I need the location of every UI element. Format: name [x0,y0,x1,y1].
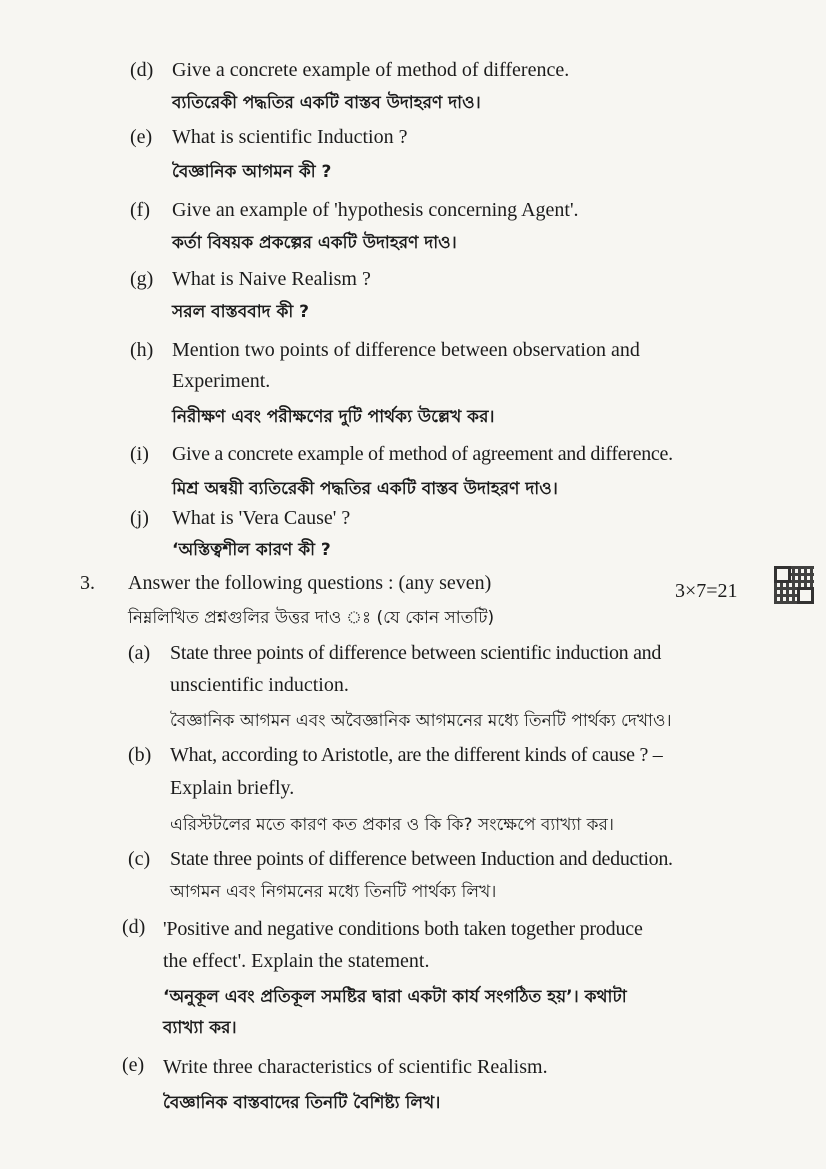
q3-marks: 3×7=21 [675,580,738,602]
q3-heading-bengali: নিম্নলিখিত প্রশ্নগুলির উত্তর দাও ঃ (যে কোন সাতটি) [128,608,495,628]
q3-a-bengali: বৈজ্ঞানিক আগমন এবং অবৈজ্ঞানিক আগমনের মধ্যে তিনটি পার্থক্য দেখাও। [170,711,672,731]
q2-h-bengali: নিরীক্ষণ এবং পরীক্ষণের দুটি পার্থক্য উল্লেখ কর। [172,407,495,427]
q3-e-bengali: বৈজ্ঞানিক বাস্তবাদের তিনটি বৈশিষ্ট্য লিখ। [163,1093,441,1113]
q3-a-english-1: State three points of difference between scientific induction and [170,642,662,664]
q2-e-english: What is scientific Induction ? [172,126,408,148]
q2-g-english: What is Naive Realism ? [172,268,371,290]
q3-b-label: (b) [128,744,152,766]
qr-code [774,566,814,604]
q3-d-english-2: the effect'. Explain the statement. [163,950,430,972]
q3-b-bengali: এরিস্টটলের মতে কারণ কত প্রকার ও কি কি? সংক্ষেপে ব্যাখ্যা কর। [170,815,614,835]
q3-d-bengali-1: ‘অনুকূল এবং প্রতিকূল সমষ্টির দ্বারা একটা কার্য সংগঠিত হয়’। কথাটা [163,987,627,1007]
q3-b-english-1: What, according to Aristotle, are the different kinds of cause ? – [170,744,663,766]
q2-h-label: (h) [130,339,154,361]
q2-i-english: Give a concrete example of method of agreement and difference. [172,443,673,465]
q2-f-label: (f) [130,199,150,221]
q2-f-bengali: কর্তা বিষয়ক প্রকল্পের একটি উদাহরণ দাও। [172,233,457,253]
q2-i-bengali: মিশ্র অন্বয়ী ব্যতিরেকী পদ্ধতির একটি বাস্তব উদাহরণ দাও। [172,479,558,499]
q3-e-label: (e) [122,1054,145,1076]
q3-b-english-2: Explain briefly. [170,777,295,799]
q3-c-bengali: আগমন এবং নিগমনের মধ্যে তিনটি পার্থক্য লিখ। [170,882,497,902]
q2-d-label: (d) [130,59,154,81]
q3-a-label: (a) [128,642,151,664]
q2-j-bengali: ‘অস্তিত্বশীল কারণ কী ? [172,540,331,560]
q2-e-label: (e) [130,126,153,148]
q2-d-english: Give a concrete example of method of difference. [172,59,570,81]
q3-heading-english: Answer the following questions : (any seven) [128,572,492,594]
q2-d-bengali: ব্যতিরেকী পদ্ধতির একটি বাস্তব উদাহরণ দাও। [172,93,481,113]
q3-c-label: (c) [128,848,151,870]
q3-d-english-1: 'Positive and negative conditions both taken together produce [163,918,643,940]
q2-j-label: (j) [130,507,149,529]
q3-number: 3. [80,572,95,594]
q2-g-label: (g) [130,268,154,290]
q3-a-english-2: unscientific induction. [170,674,349,696]
q2-i-label: (i) [130,443,149,465]
q2-f-english: Give an example of 'hypothesis concerning Agent'. [172,199,579,221]
q3-e-english: Write three characteristics of scientific Realism. [163,1056,548,1078]
q2-h-english-2: Experiment. [172,370,271,392]
q3-d-label: (d) [122,916,146,938]
q3-c-english: State three points of difference between Induction and deduction. [170,848,673,870]
q2-e-bengali: বৈজ্ঞানিক আগমন কী ? [172,162,332,182]
q2-j-english: What is 'Vera Cause' ? [172,507,351,529]
q2-h-english-1: Mention two points of difference between observation and [172,339,640,361]
q3-d-bengali-2: ব্যাখ্যা কর। [163,1018,237,1038]
q2-g-bengali: সরল বাস্তববাদ কী ? [172,302,310,322]
